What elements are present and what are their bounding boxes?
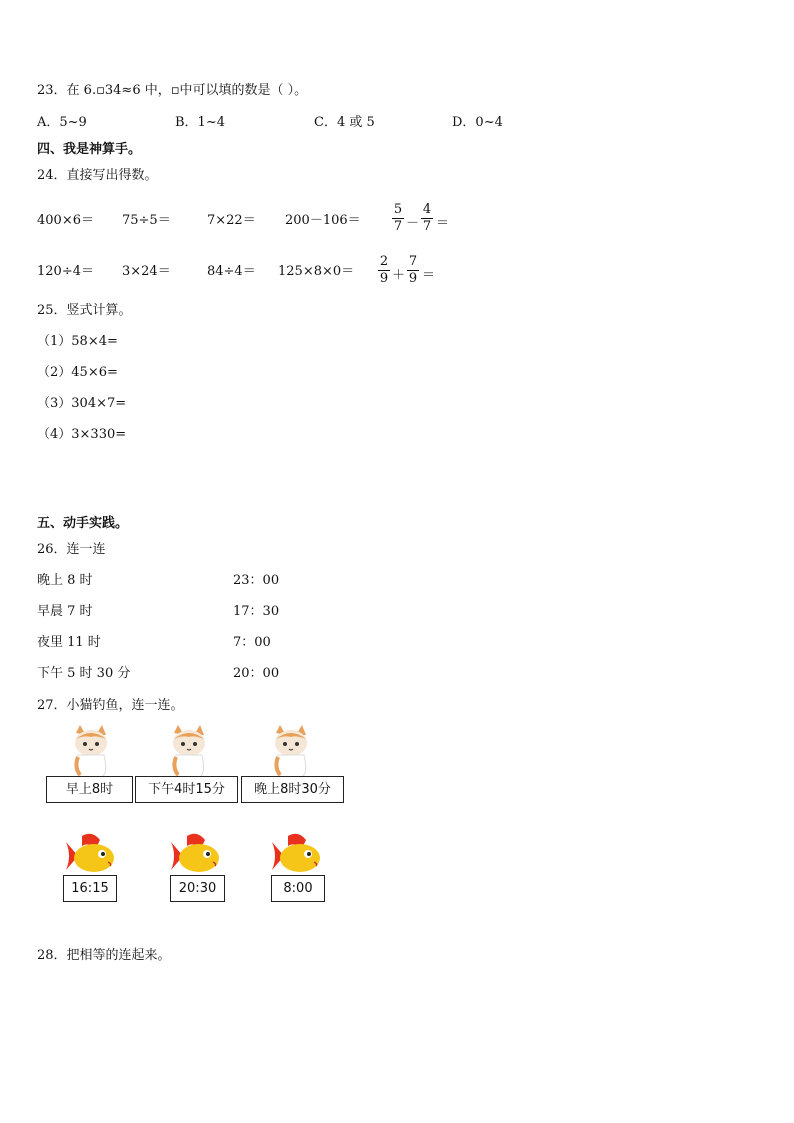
q24-row2-item3: 84÷4＝ xyxy=(207,264,256,279)
denominator: 7 xyxy=(422,219,432,234)
numerator: 5 xyxy=(393,202,403,217)
q23-stem: 23．在 6.▫34≈6 中，▫中可以填的数是（ ）。 xyxy=(37,83,308,98)
fraction-2-9 xyxy=(378,255,390,286)
minus-sign: － xyxy=(406,216,420,231)
cat-icon xyxy=(164,723,212,777)
fraction-4-7 xyxy=(421,203,433,234)
q26-right-1[interactable]: 23：00 xyxy=(233,573,280,588)
q25-item-1: （1）58×4= xyxy=(37,334,118,349)
q25-stem: 25．竖式计算。 xyxy=(37,303,132,318)
q25-item-2: （2）45×6= xyxy=(37,365,118,380)
section4-heading: 四、我是神算手。 xyxy=(37,142,142,157)
numerator: 2 xyxy=(379,254,389,269)
q24-row1-item1: 400×6＝ xyxy=(37,213,94,228)
denominator: 7 xyxy=(393,219,403,234)
cat-label-2[interactable]: 下午4时15分 xyxy=(135,776,238,803)
equals-sign: ＝ xyxy=(422,268,436,283)
q24-row2-item4: 125×8×0＝ xyxy=(278,264,355,279)
q26-left-1[interactable]: 晚上 8 时 xyxy=(37,573,93,588)
q26-left-4[interactable]: 下午 5 时 30 分 xyxy=(37,666,131,681)
q27-stem: 27．小猫钓鱼，连一连。 xyxy=(37,698,184,713)
denominator: 9 xyxy=(408,271,418,286)
q24-row2-item1: 120÷4＝ xyxy=(37,264,94,279)
fish-icon xyxy=(167,832,225,876)
q23-option-b: B．1~4 xyxy=(175,115,225,130)
q23-option-d: D．0~4 xyxy=(452,115,503,130)
q25-item-4: （4）3×330= xyxy=(37,427,127,442)
q28-stem: 28．把相等的连起来。 xyxy=(37,948,171,963)
q26-right-2[interactable]: 17：30 xyxy=(233,604,280,619)
fish-icon xyxy=(62,832,120,876)
cat-icon xyxy=(266,723,314,777)
fish-label-3[interactable]: 8:00 xyxy=(271,875,325,902)
q26-right-4[interactable]: 20：00 xyxy=(233,666,280,681)
fraction-7-9 xyxy=(407,255,419,286)
q26-right-3[interactable]: 7：00 xyxy=(233,635,271,650)
q23-option-a: A．5~9 xyxy=(37,115,87,130)
denominator: 9 xyxy=(379,271,389,286)
q24-row2-item2: 3×24＝ xyxy=(122,264,171,279)
fish-label-1[interactable]: 16:15 xyxy=(63,875,117,902)
q26-left-3[interactable]: 夜里 11 时 xyxy=(37,635,101,650)
section5-heading: 五、动手实践。 xyxy=(37,516,129,531)
q23-option-c: C．4 或 5 xyxy=(314,115,375,130)
q24-row1-item3: 7×22＝ xyxy=(207,213,256,228)
numerator: 7 xyxy=(408,254,418,269)
plus-sign: ＋ xyxy=(392,268,406,283)
cat-label-3[interactable]: 晚上8时30分 xyxy=(241,776,344,803)
fraction-5-7 xyxy=(392,203,404,234)
q25-item-3: （3）304×7= xyxy=(37,396,127,411)
cat-icon xyxy=(66,723,114,777)
q26-left-2[interactable]: 早晨 7 时 xyxy=(37,604,93,619)
fish-label-2[interactable]: 20:30 xyxy=(170,875,225,902)
cat-label-1[interactable]: 早上8时 xyxy=(46,776,133,803)
numerator: 4 xyxy=(422,202,432,217)
fish-icon xyxy=(268,832,326,876)
equals-sign: ＝ xyxy=(436,216,450,231)
q24-stem: 24．直接写出得数。 xyxy=(37,168,158,183)
q26-stem: 26．连一连 xyxy=(37,542,106,557)
q24-row1-item2: 75÷5＝ xyxy=(122,213,171,228)
q24-row1-item4: 200－106＝ xyxy=(285,213,361,228)
